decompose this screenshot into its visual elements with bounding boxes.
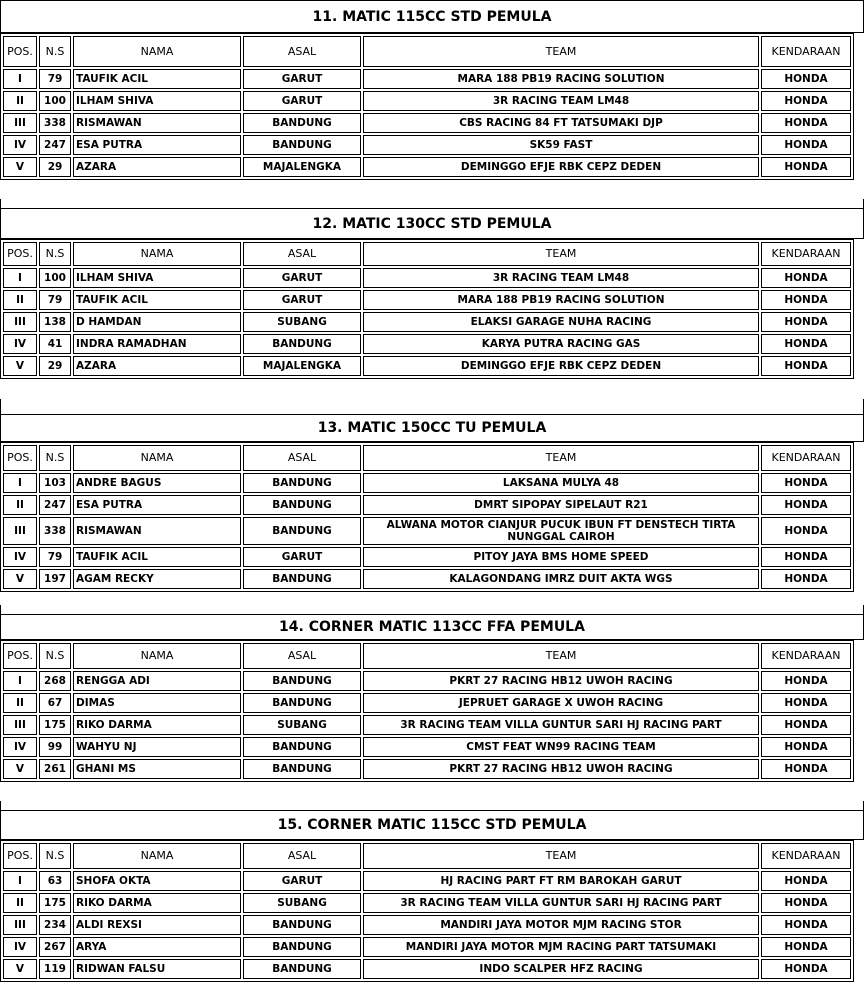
column-header-ns: N.S [39,445,71,471]
table-row [3,91,851,111]
cell-team: INDO SCALPER HFZ RACING [363,959,759,979]
cell-kendaraan: HONDA [761,759,851,779]
cell-team: MANDIRI JAYA MOTOR MJM RACING STOR [363,915,759,935]
column-header-nama: NAMA [73,36,241,67]
cell-nama: ALDI REXSI [73,915,241,935]
cell-pos: IV [3,737,37,757]
results-table [0,840,854,982]
cell-pos: IV [3,135,37,155]
cell-pos: V [3,569,37,589]
column-header-team: TEAM [363,36,759,67]
column-header-kendaraan: KENDARAAN [761,242,851,266]
cell-asal: GARUT [243,91,361,111]
column-header-team: TEAM [363,242,759,266]
cell-ns: 261 [39,759,71,779]
cell-nama: RENGGA ADI [73,671,241,691]
table-row [3,569,851,589]
cell-nama: AGAM RECKY [73,569,241,589]
cell-ns: 100 [39,91,71,111]
results-table [0,640,854,782]
cell-nama: ILHAM SHIVA [73,268,241,288]
cell-team: CBS RACING 84 FT TATSUMAKI DJP [363,113,759,133]
cell-ns: 99 [39,737,71,757]
cell-pos: V [3,157,37,177]
cell-kendaraan: HONDA [761,937,851,957]
cell-kendaraan: HONDA [761,135,851,155]
cell-ns: 197 [39,569,71,589]
cell-asal: SUBANG [243,715,361,735]
cell-asal: BANDUNG [243,495,361,515]
table-row [3,871,851,891]
cell-ns: 67 [39,693,71,713]
cell-nama: GHANI MS [73,759,241,779]
column-header-team: TEAM [363,445,759,471]
cell-ns: 41 [39,334,71,354]
column-header-nama: NAMA [73,242,241,266]
cell-team: MARA 188 PB19 RACING SOLUTION [363,69,759,89]
cell-kendaraan: HONDA [761,871,851,891]
cell-ns: 175 [39,715,71,735]
cell-ns: 338 [39,113,71,133]
cell-team: JEPRUET GARAGE X UWOH RACING [363,693,759,713]
cell-asal: GARUT [243,871,361,891]
cell-team: 3R RACING TEAM VILLA GUNTUR SARI HJ RACING PART [363,893,759,913]
cell-team: LAKSANA MULYA 48 [363,473,759,493]
cell-team: MANDIRI JAYA MOTOR MJM RACING PART TATSUMAKI [363,937,759,957]
header-row [3,643,851,669]
cell-pos: I [3,871,37,891]
cell-asal: SUBANG [243,893,361,913]
table-row [3,312,851,332]
cell-pos: I [3,473,37,493]
cell-team: PITOY JAYA BMS HOME SPEED [363,547,759,567]
cell-ns: 79 [39,69,71,89]
cell-kendaraan: HONDA [761,671,851,691]
cell-pos: III [3,715,37,735]
cell-team: PKRT 27 RACING HB12 UWOH RACING [363,759,759,779]
cell-nama: RIKO DARMA [73,893,241,913]
cell-kendaraan: HONDA [761,547,851,567]
results-table [0,442,854,592]
cell-kendaraan: HONDA [761,356,851,376]
cell-ns: 175 [39,893,71,913]
column-header-nama: NAMA [73,445,241,471]
cell-nama: TAUFIK ACIL [73,547,241,567]
cell-nama: TAUFIK ACIL [73,69,241,89]
table-row [3,290,851,310]
column-header-team: TEAM [363,643,759,669]
column-header-pos: POS. [3,445,37,471]
section-title: 14. CORNER MATIC 113CC FFA PEMULA [0,614,864,640]
header-row [3,843,851,869]
cell-pos: II [3,290,37,310]
table-row [3,135,851,155]
cell-nama: AZARA [73,356,241,376]
cell-pos: I [3,69,37,89]
cell-kendaraan: HONDA [761,693,851,713]
cell-asal: BANDUNG [243,759,361,779]
table-row [3,113,851,133]
cell-ns: 247 [39,495,71,515]
section-title: 12. MATIC 130CC STD PEMULA [0,208,864,239]
cell-team: 3R RACING TEAM LM48 [363,268,759,288]
cell-kendaraan: HONDA [761,334,851,354]
cell-team: DEMINGGO EFJE RBK CEPZ DEDEN [363,356,759,376]
section-title: 13. MATIC 150CC TU PEMULA [0,414,864,442]
cell-kendaraan: HONDA [761,517,851,545]
table-row [3,547,851,567]
table-row [3,268,851,288]
cell-pos: II [3,495,37,515]
cell-kendaraan: HONDA [761,312,851,332]
cell-team: KARYA PUTRA RACING GAS [363,334,759,354]
column-header-kendaraan: KENDARAAN [761,36,851,67]
table-row [3,959,851,979]
table-row [3,69,851,89]
cell-team: DEMINGGO EFJE RBK CEPZ DEDEN [363,157,759,177]
cell-asal: BANDUNG [243,334,361,354]
cell-team: DMRT SIPOPAY SIPELAUT R21 [363,495,759,515]
column-header-team: TEAM [363,843,759,869]
cell-asal: MAJALENGKA [243,157,361,177]
cell-ns: 138 [39,312,71,332]
cell-pos: I [3,268,37,288]
cell-team: PKRT 27 RACING HB12 UWOH RACING [363,671,759,691]
cell-asal: BANDUNG [243,135,361,155]
header-row [3,242,851,266]
cell-nama: ARYA [73,937,241,957]
cell-nama: D HAMDAN [73,312,241,332]
column-header-pos: POS. [3,36,37,67]
cell-kendaraan: HONDA [761,893,851,913]
cell-pos: V [3,959,37,979]
cell-nama: DIMAS [73,693,241,713]
cell-asal: BANDUNG [243,517,361,545]
cell-nama: SHOFA OKTA [73,871,241,891]
cell-ns: 29 [39,356,71,376]
cell-pos: II [3,91,37,111]
table-row [3,356,851,376]
results-table [0,33,854,180]
cell-nama: WAHYU NJ [73,737,241,757]
cell-pos: III [3,312,37,332]
cell-asal: BANDUNG [243,113,361,133]
section-title: 11. MATIC 115CC STD PEMULA [0,0,864,33]
cell-ns: 119 [39,959,71,979]
cell-asal: BANDUNG [243,671,361,691]
table-row [3,517,851,545]
cell-nama: ANDRE BAGUS [73,473,241,493]
cell-kendaraan: HONDA [761,157,851,177]
cell-pos: III [3,113,37,133]
cell-ns: 79 [39,547,71,567]
cell-kendaraan: HONDA [761,69,851,89]
cell-asal: BANDUNG [243,737,361,757]
column-header-asal: ASAL [243,643,361,669]
cell-team: CMST FEAT WN99 RACING TEAM [363,737,759,757]
header-row [3,445,851,471]
cell-ns: 103 [39,473,71,493]
table-row [3,737,851,757]
cell-nama: INDRA RAMADHAN [73,334,241,354]
table-row [3,893,851,913]
cell-nama: ESA PUTRA [73,495,241,515]
cell-asal: SUBANG [243,312,361,332]
cell-kendaraan: HONDA [761,268,851,288]
cell-ns: 268 [39,671,71,691]
cell-nama: TAUFIK ACIL [73,290,241,310]
cell-nama: RIDWAN FALSU [73,959,241,979]
table-row [3,693,851,713]
cell-asal: BANDUNG [243,473,361,493]
cell-asal: GARUT [243,547,361,567]
results-table [0,239,854,379]
cell-nama: ESA PUTRA [73,135,241,155]
cell-kendaraan: HONDA [761,473,851,493]
cell-ns: 29 [39,157,71,177]
section-spacer [0,399,864,415]
table-row [3,937,851,957]
table-row [3,334,851,354]
cell-kendaraan: HONDA [761,715,851,735]
table-row [3,715,851,735]
cell-pos: IV [3,937,37,957]
cell-team: 3R RACING TEAM VILLA GUNTUR SARI HJ RACING PART [363,715,759,735]
cell-team: KALAGONDANG IMRZ DUIT AKTA WGS [363,569,759,589]
header-row [3,36,851,67]
cell-ns: 267 [39,937,71,957]
cell-ns: 100 [39,268,71,288]
cell-team: SK59 FAST [363,135,759,155]
table-row [3,671,851,691]
cell-ns: 247 [39,135,71,155]
cell-team: 3R RACING TEAM LM48 [363,91,759,111]
column-header-ns: N.S [39,843,71,869]
table-row [3,473,851,493]
column-header-nama: NAMA [73,643,241,669]
cell-pos: IV [3,547,37,567]
column-header-asal: ASAL [243,445,361,471]
cell-ns: 234 [39,915,71,935]
column-header-pos: POS. [3,242,37,266]
column-header-ns: N.S [39,36,71,67]
cell-asal: BANDUNG [243,937,361,957]
cell-nama: AZARA [73,157,241,177]
column-header-ns: N.S [39,242,71,266]
cell-kendaraan: HONDA [761,91,851,111]
column-header-asal: ASAL [243,843,361,869]
cell-asal: BANDUNG [243,693,361,713]
column-header-asal: ASAL [243,242,361,266]
cell-pos: III [3,517,37,545]
cell-asal: BANDUNG [243,959,361,979]
cell-asal: GARUT [243,69,361,89]
column-header-kendaraan: KENDARAAN [761,643,851,669]
cell-kendaraan: HONDA [761,915,851,935]
cell-nama: RISMAWAN [73,517,241,545]
column-header-asal: ASAL [243,36,361,67]
cell-pos: V [3,356,37,376]
cell-nama: ILHAM SHIVA [73,91,241,111]
column-header-kendaraan: KENDARAAN [761,843,851,869]
cell-pos: III [3,915,37,935]
cell-team: ELAKSI GARAGE NUHA RACING [363,312,759,332]
cell-kendaraan: HONDA [761,113,851,133]
cell-pos: V [3,759,37,779]
cell-ns: 63 [39,871,71,891]
column-header-pos: POS. [3,643,37,669]
cell-team: ALWANA MOTOR CIANJUR PUCUK IBUN FT DENSTECH TIRTA NUNGGAL CAIROH [363,517,759,545]
cell-kendaraan: HONDA [761,569,851,589]
cell-pos: I [3,671,37,691]
cell-asal: BANDUNG [243,569,361,589]
cell-ns: 79 [39,290,71,310]
column-header-kendaraan: KENDARAAN [761,445,851,471]
cell-kendaraan: HONDA [761,737,851,757]
column-header-pos: POS. [3,843,37,869]
cell-team: HJ RACING PART FT RM BAROKAH GARUT [363,871,759,891]
table-row [3,915,851,935]
cell-nama: RIKO DARMA [73,715,241,735]
column-header-ns: N.S [39,643,71,669]
cell-pos: IV [3,334,37,354]
column-header-nama: NAMA [73,843,241,869]
cell-asal: BANDUNG [243,915,361,935]
cell-asal: GARUT [243,268,361,288]
section-title: 15. CORNER MATIC 115CC STD PEMULA [0,810,864,840]
cell-team: MARA 188 PB19 RACING SOLUTION [363,290,759,310]
cell-asal: MAJALENGKA [243,356,361,376]
table-row [3,157,851,177]
cell-pos: II [3,893,37,913]
cell-pos: II [3,693,37,713]
table-row [3,495,851,515]
table-row [3,759,851,779]
cell-kendaraan: HONDA [761,959,851,979]
cell-asal: GARUT [243,290,361,310]
cell-nama: RISMAWAN [73,113,241,133]
cell-kendaraan: HONDA [761,495,851,515]
cell-kendaraan: HONDA [761,290,851,310]
cell-ns: 338 [39,517,71,545]
